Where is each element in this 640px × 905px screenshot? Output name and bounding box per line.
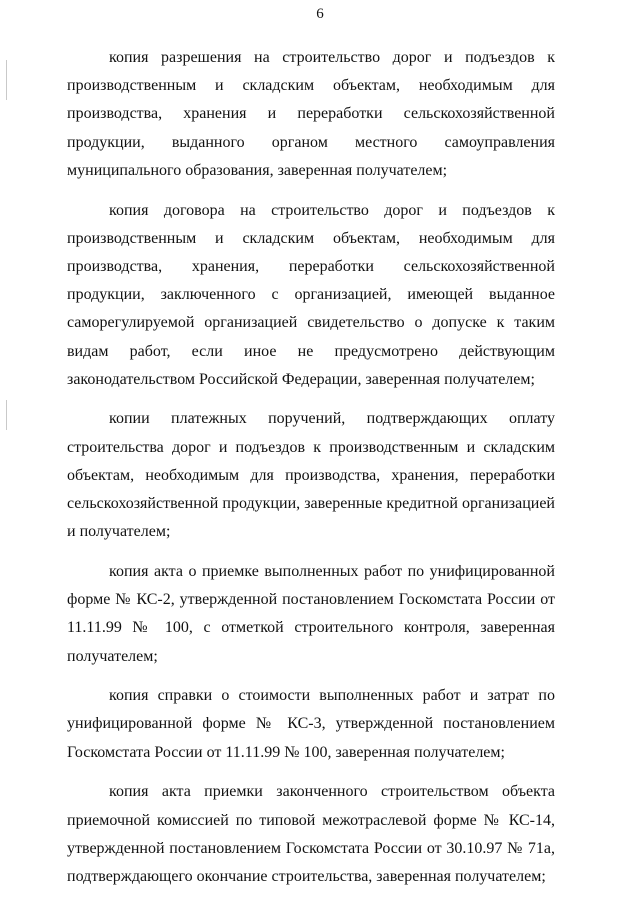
paragraph-ks3-certificate: копия справки о стоимости выполненных работ и затрат по унифицированной форме № КС-3, утвержденной постановлением Госкомстата России от 11.11.99 № 100, заверенная получателем; <box>67 687 555 761</box>
scan-edge-mark <box>6 400 7 430</box>
paragraph-ks2-act: копия акта о приемке выполненных работ по унифицированной форме № КС-2, утвержденной постановлением Госкомстата России от 11.11.99 № 100, с отметкой строительного контроля, заверенная получателем; <box>67 562 555 665</box>
document-body <box>67 44 555 903</box>
paragraph-payment-orders: копии платежных поручений, подтверждающих оплату строительства дорог и подъездов к производственным и складским объектам, необходимым для производства, хранения, переработки сельскохозяйственной продукции, заверенные кредитной организацией и получателем; <box>67 410 555 541</box>
page-number: 6 <box>316 6 324 22</box>
paragraph-construction-contract: копия договора на строительство дорог и подъездов к производственным и складским объектам, необходимым для производства, хранения, переработки сельскохозяйственной продукции, заключенного с организацией, имеющей выданное саморегулируемой организацией свидетельство о допуске к таким видам работ, если иное не предусмотрено действующим законодательством Российской Федерации, заверенная получателем; <box>67 201 555 388</box>
paragraph-ks14-act: копия акта приемки законченного строительством объекта приемочной комиссией по типовой межотраслевой форме № КС-14, утвержденной постановлением Госкомстата России от 30.10.97 № 71а, подтверждающего окончание строительства, заверенная получателем; <box>67 783 555 885</box>
paragraph-road-construction-permit: копия разрешения на строительство дорог и подъездов к производственным и складским объектам, необходимым для производства, хранения и переработки сельскохозяйственной продукции, выданного органом местного самоуправления муниципального образования, заверенная получателем; <box>67 49 555 179</box>
scan-edge-mark <box>6 60 7 100</box>
